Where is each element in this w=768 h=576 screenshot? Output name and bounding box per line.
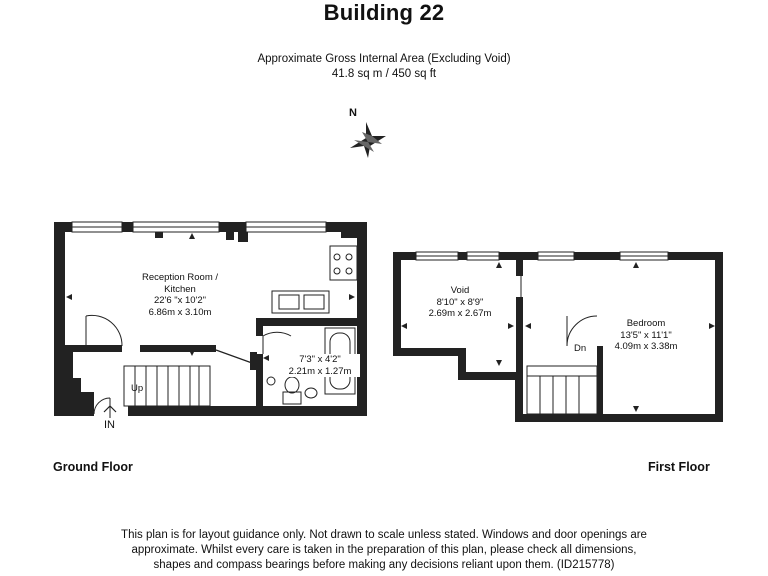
void-name: Void bbox=[450, 285, 470, 296]
reception-name-line1: Reception Room / bbox=[141, 272, 219, 283]
ground-stairs-up-label: Up bbox=[131, 383, 144, 394]
ground-floor-label: Ground Floor bbox=[53, 460, 133, 474]
ground-floor-plan bbox=[54, 222, 367, 418]
bedroom-name: Bedroom bbox=[626, 318, 666, 329]
disclaimer bbox=[60, 528, 708, 573]
compass-north-label: N bbox=[349, 107, 357, 119]
bathroom-imperial: 7'3" x 4'2" bbox=[299, 354, 341, 365]
void-imperial: 8'10" x 8'9" bbox=[436, 296, 484, 308]
reception-imperial: 22'6 "x 10'2" bbox=[153, 295, 207, 306]
disclaimer-line2: approximate. Whilst every care is taken in the preparation of this plan, please check all dimensions, bbox=[131, 544, 637, 556]
area-heading: Approximate Gross Internal Area (Excluding Void) bbox=[257, 53, 511, 65]
bedroom-imperial: 13'5" x 11'1" bbox=[620, 329, 672, 341]
void-metric: 2.69m x 2.67m bbox=[428, 308, 492, 319]
disclaimer-line3: shapes and compass bearings before making any decisions reliant upon them. (ID215778) bbox=[153, 559, 615, 571]
disclaimer-line1: This plan is for layout guidance only. Not drawn to scale unless stated. Windows and door openings are bbox=[121, 529, 647, 541]
bathroom-metric: 2.21m x 1.27m bbox=[288, 365, 352, 377]
bathroom-label bbox=[280, 354, 360, 377]
page-title: Building 22 bbox=[323, 0, 445, 25]
bedroom-label bbox=[604, 318, 688, 353]
reception-room-label bbox=[120, 272, 240, 318]
first-stairs-down-label: Dn bbox=[574, 343, 587, 354]
first-floor-label: First Floor bbox=[648, 460, 710, 474]
bedroom-metric: 4.09m x 3.38m bbox=[614, 341, 678, 352]
void-label bbox=[418, 285, 502, 320]
entrance-label: IN bbox=[104, 419, 115, 431]
area-value: 41.8 sq m / 450 sq ft bbox=[331, 68, 437, 80]
compass-rose-icon bbox=[350, 122, 386, 158]
reception-name-line2: Kitchen bbox=[164, 283, 196, 295]
reception-metric: 6.86m x 3.10m bbox=[148, 306, 212, 318]
